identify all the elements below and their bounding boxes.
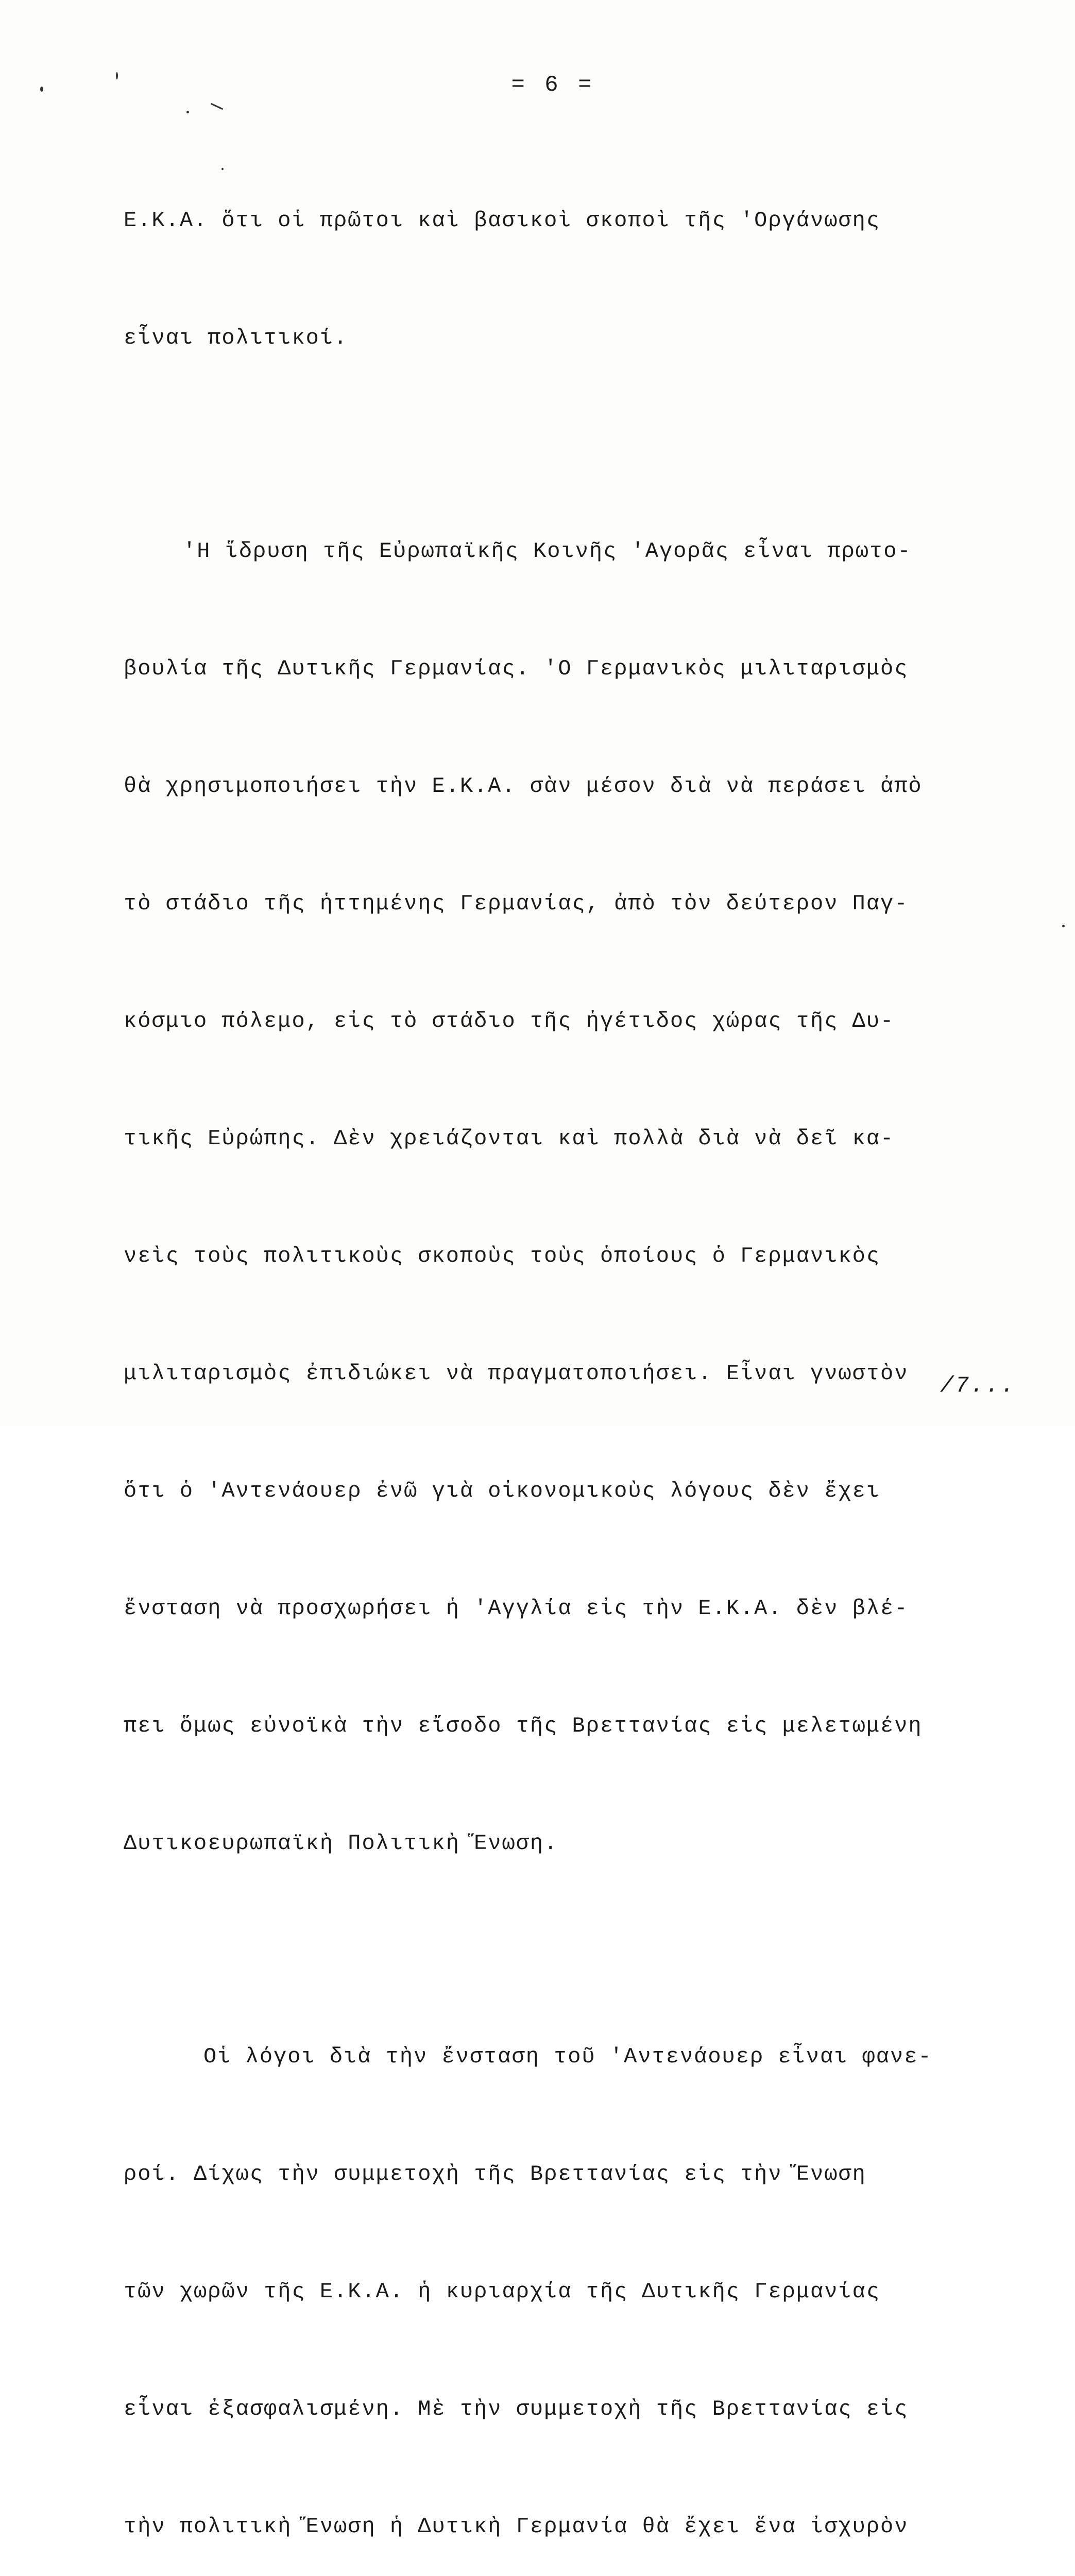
body-text [124, 123, 1010, 2576]
text-line: ροί. Δίχως τὴν συμμετοχὴ τῆς Βρεττανίας εἰς τὴν Ἕνωση [124, 2162, 866, 2187]
text-line: τῶν χωρῶν τῆς Ε.Κ.Α. ἡ κυριαρχία τῆς Δυτικῆς Γερμανίας [124, 2279, 881, 2304]
scan-speck [1062, 925, 1065, 927]
text-line: εἶναι ἐξασφαλισμένη. Μὲ τὴν συμμετοχὴ τῆς Βρεττανίας εἰς [124, 2397, 909, 2421]
text-line: βουλία τῆς Δυτικῆς Γερμανίας. 'Ο Γερμανικὸς μιλιταρισμὸς [124, 656, 909, 681]
text-line: μιλιταρισμὸς ἐπιδιώκει νὰ πραγματοποιήσει. Εἶναι γνωστὸν [124, 1361, 909, 1386]
text-line: κόσμιο πόλεμο, εἰς τὸ στάδιο τῆς ἡγέτιδος χώρας τῆς Δυ- [124, 1009, 895, 1033]
paragraph [124, 453, 1010, 1941]
text-line: νεὶς τοὺς πολιτικοὺς σκοποὺς τοὺς ὁποίους ὁ Γερμανικὸς [124, 1244, 881, 1268]
text-line: Δυτικοευρωπαϊκὴ Πολιτικὴ Ἕνωση. [124, 1831, 558, 1856]
paragraph [124, 123, 1010, 436]
text-line: ἔνσταση νὰ προσχωρήσει ἡ 'Αγγλία εἰς τὴν Ε.Κ.Α. δὲν βλέ- [124, 1596, 909, 1621]
continuation-mark: /7... [940, 1373, 1016, 1399]
text-line: εἶναι πολιτικοί. [124, 326, 348, 350]
paragraph [124, 1959, 1010, 2576]
text-line: ὅτι ὁ 'Αντενάουερ ἐνῶ γιὰ οἰκονομικοὺς λόγους δὲν ἔχει [124, 1479, 881, 1503]
text-line: τὴν πολιτικὴ Ἕνωση ἡ Δυτικὴ Γερμανία θὰ ἔχει ἕνα ἰσχυρὸν [124, 2514, 909, 2539]
page-number: = 6 = [511, 72, 595, 98]
text-line: 'Η ἵδρυση τῆς Εὐρωπαϊκῆς Κοινῆς 'Αγορᾶς εἶναι πρωτο- [183, 539, 912, 564]
text-line: Οἱ λόγοι διὰ τὴν ἔνσταση τοῦ 'Αντενάουερ εἶναι φανε- [203, 2044, 932, 2069]
text-line: τὸ στάδιο τῆς ἡττημένης Γερμανίας, ἀπὸ τὸν δεύτερον Παγ- [124, 891, 909, 916]
scan-speck [186, 111, 189, 113]
text-line: θὰ χρησιμοποιήσει τὴν Ε.Κ.Α. σὰν μέσον διὰ νὰ περάσει ἀπὸ [124, 774, 923, 799]
scan-speck [211, 103, 224, 110]
text-line: Ε.Κ.Α. ὅτι οἱ πρῶτοι καὶ βασικοὶ σκοποὶ τῆς 'Οργάνωσης [124, 208, 881, 233]
text-line: τικῆς Εὐρώπης. Δὲν χρειάζονται καὶ πολλὰ διὰ νὰ δεῖ κα- [124, 1126, 895, 1151]
text-line: πει ὅμως εὐνοϊκὰ τὴν εἴσοδο τῆς Βρεττανίας εἰς μελετωμένη [124, 1714, 923, 1738]
